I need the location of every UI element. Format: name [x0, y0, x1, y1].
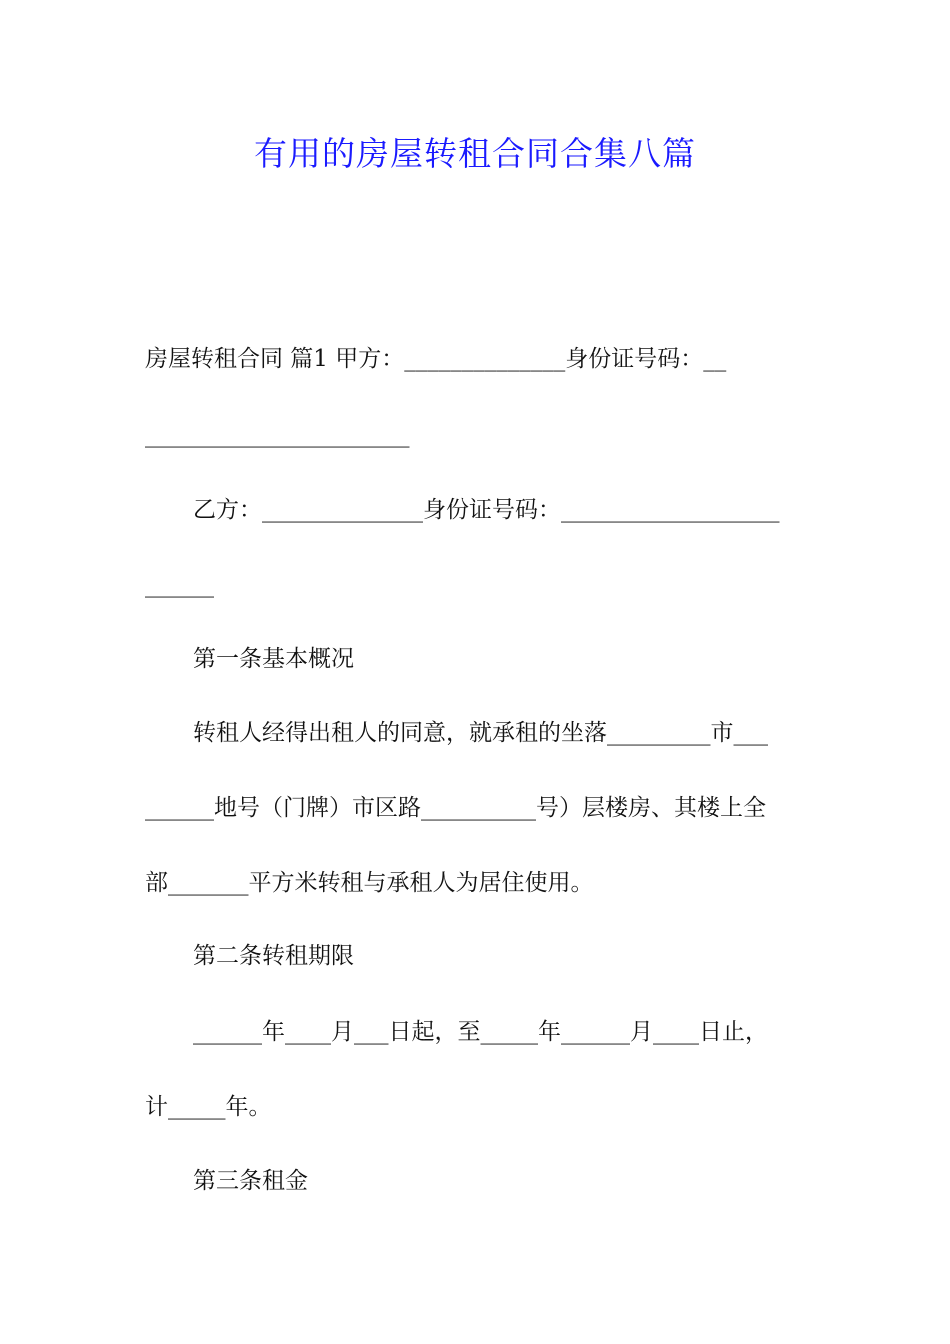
article-1-heading: 第一条基本概况	[193, 646, 354, 672]
article-2-heading: 第二条转租期限	[193, 943, 354, 969]
article-2-text-line-2: 计_____年。	[145, 1094, 272, 1120]
document-title: 有用的房屋转租合同合集八篇	[254, 134, 696, 173]
article-2-text-line-1: ______年____月___日起，至_____年______月____日止，	[193, 1019, 768, 1045]
party-a-id-continuation: _______________________	[145, 422, 410, 448]
article-1-text-line-2: ______地号（门牌）市区路__________号）层楼房、其楼上全	[145, 795, 766, 821]
contract-heading-party-a-line: 房屋转租合同 篇1 甲方：______________身份证号码：__	[145, 346, 727, 372]
article-1-text-line-1: 转租人经得出租人的同意，就承租的坐落_________市___	[193, 720, 768, 746]
article-1-text-line-3: 部_______平方米转租与承租人为居住使用。	[145, 870, 594, 896]
article-3-heading: 第三条租金	[193, 1168, 308, 1194]
party-b-id-continuation: ______	[145, 572, 214, 598]
party-b-line: 乙方：______________身份证号码：___________________	[193, 497, 780, 523]
